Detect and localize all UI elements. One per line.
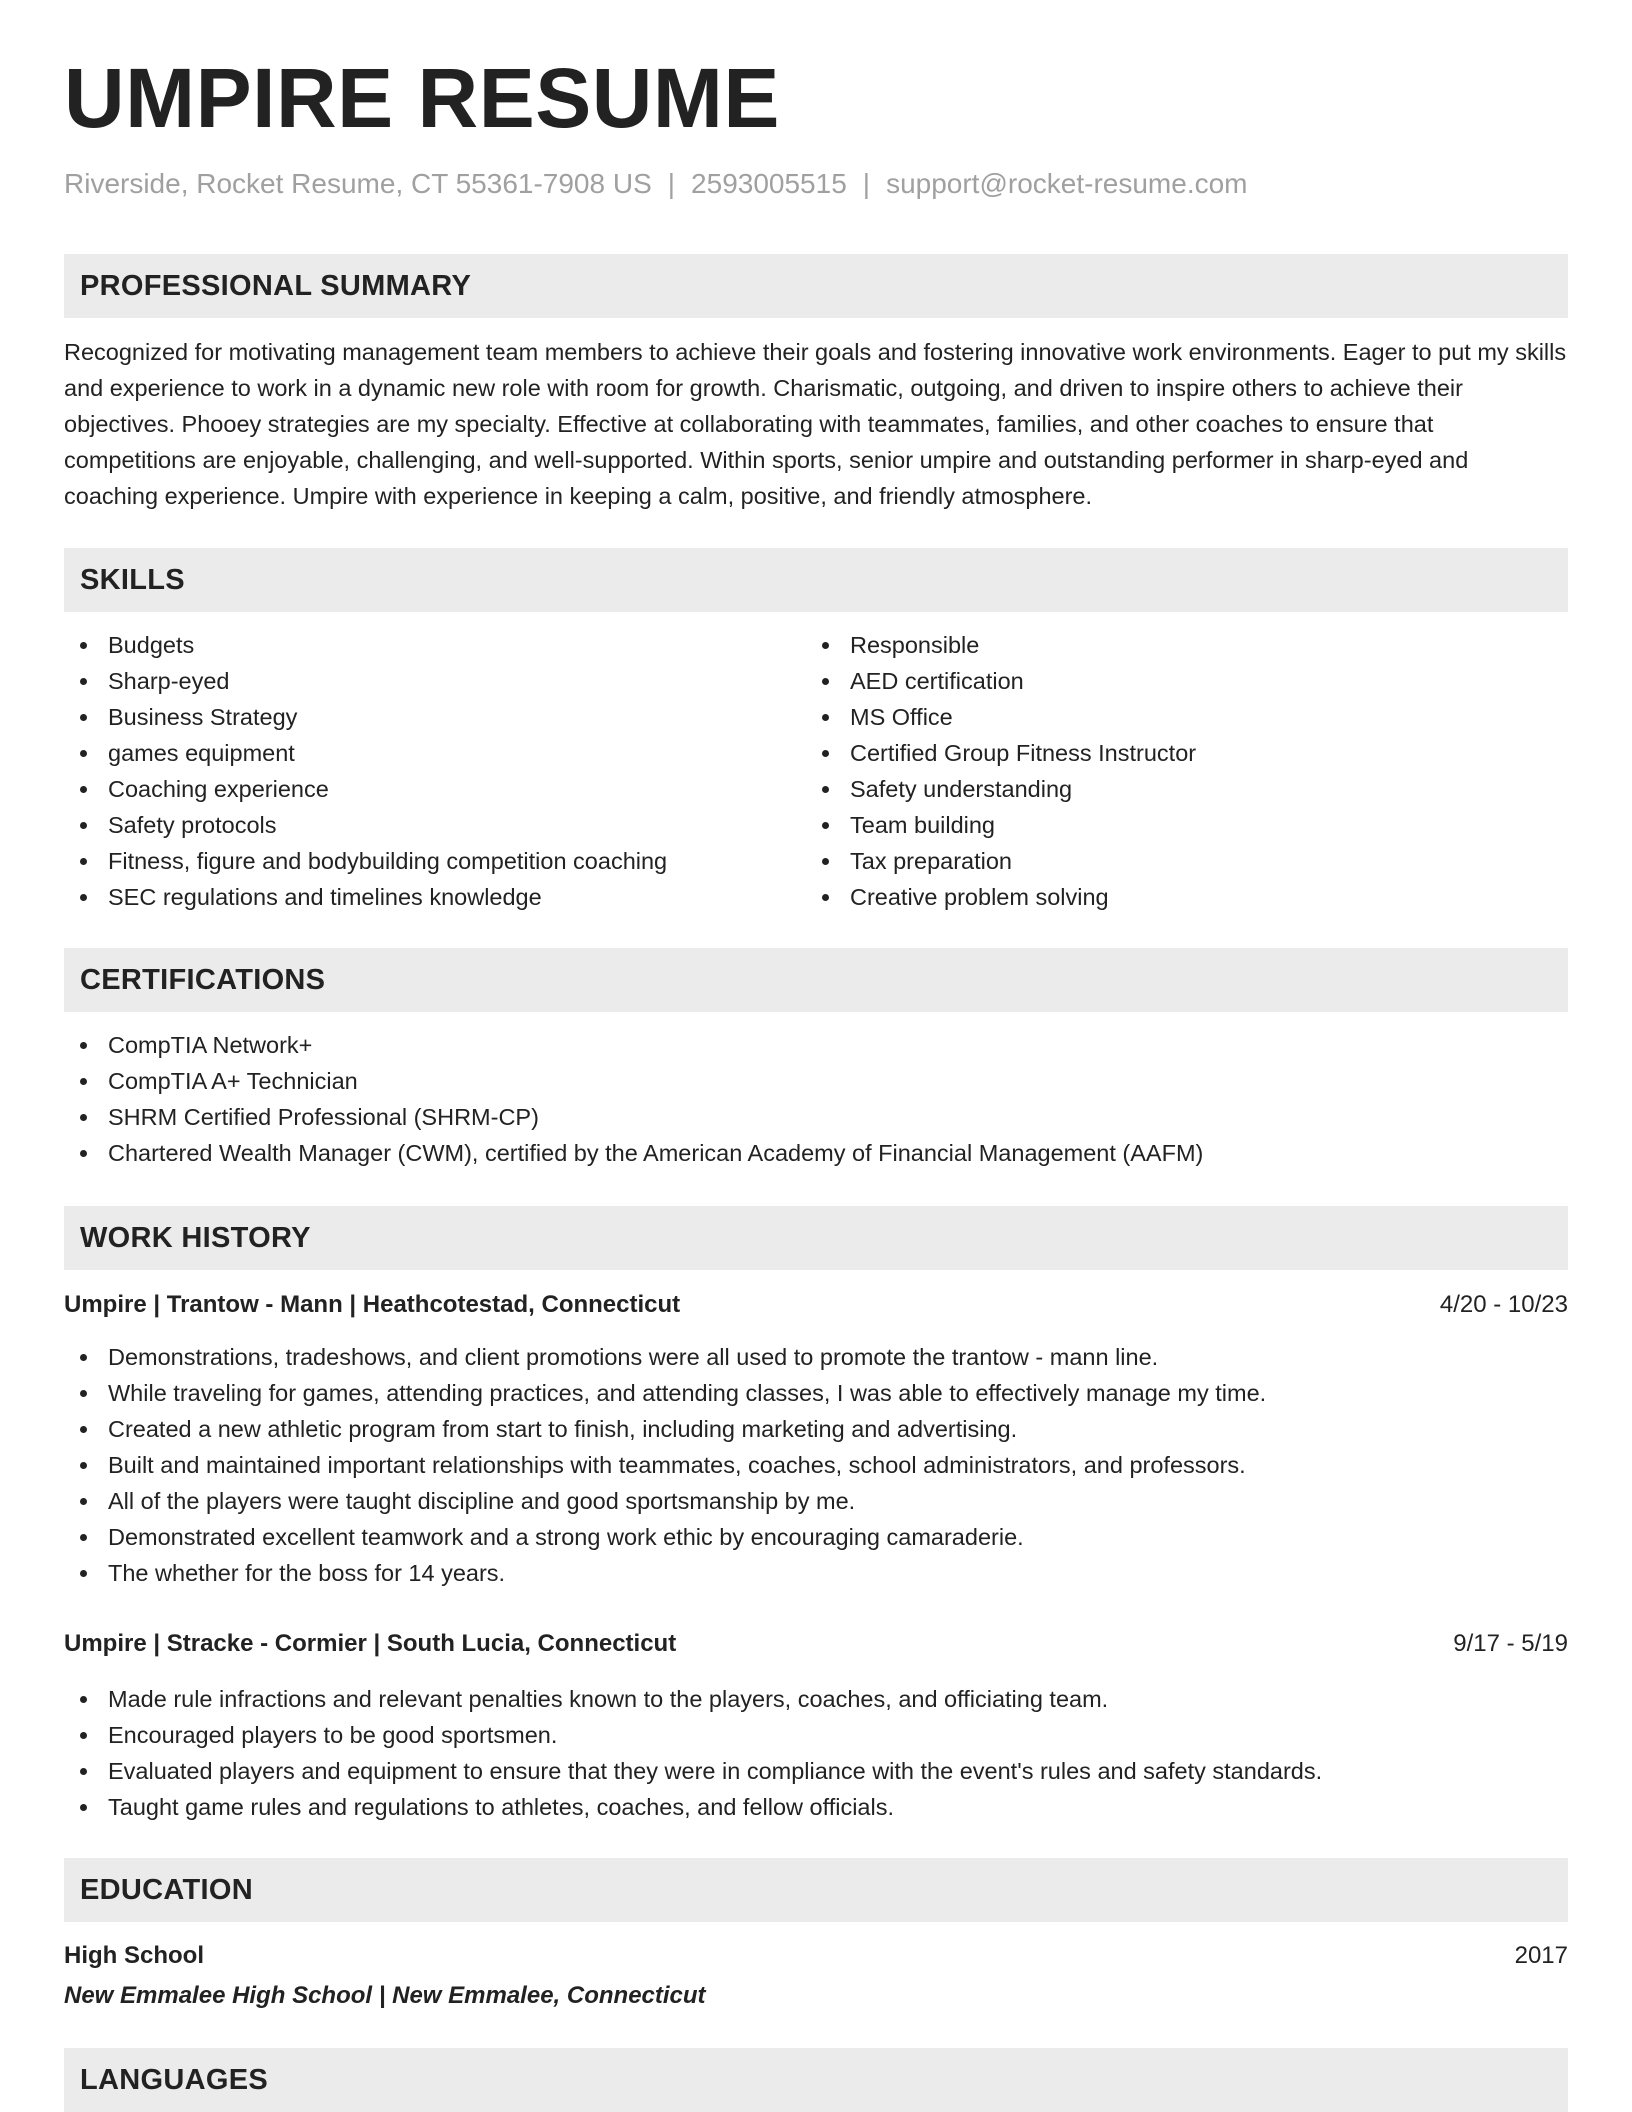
list-item: Sharp-eyed [64,663,804,699]
list-item: Chartered Wealth Manager (CWM), certified by the American Academy of Financial Management (AAFM) [64,1135,1568,1171]
list-item: Responsible [806,627,1546,663]
contact-line [64,168,1248,200]
list-item: Created a new athletic program from start to finish, including marketing and advertising. [64,1411,1568,1447]
list-item: All of the players were taught discipline and good sportsmanship by me. [64,1483,1568,1519]
contact-phone: 2593005515 [691,168,847,199]
job-dates: 4/20 - 10/23 [1439,1291,1568,1318]
contact-separator: | [667,168,676,199]
summary-heading: PROFESSIONAL SUMMARY [64,254,1568,318]
job-bullets [64,1681,1568,1825]
list-item: Evaluated players and equipment to ensure that they were in compliance with the event's rules and safety standards. [64,1753,1568,1789]
certifications-heading: CERTIFICATIONS [64,948,1568,1012]
list-item: Encouraged players to be good sportsmen. [64,1717,1568,1753]
list-item: Fitness, figure and bodybuilding competition coaching [64,843,804,879]
list-item: MS Office [806,699,1546,735]
list-item: Safety understanding [806,771,1546,807]
resume-name: UMPIRE RESUME [64,51,780,145]
list-item: Built and maintained important relationships with teammates, coaches, school administrators, and professors. [64,1447,1568,1483]
list-item: SEC regulations and timelines knowledge [64,879,804,915]
list-item: The whether for the boss for 14 years. [64,1555,1568,1591]
contact-address: Riverside, Rocket Resume, CT 55361-7908 US [64,168,652,199]
list-item: Certified Group Fitness Instructor [806,735,1546,771]
work-history-heading: WORK HISTORY [64,1206,1568,1270]
job-dates: 9/17 - 5/19 [1453,1630,1568,1657]
list-item: Budgets [64,627,804,663]
education-year: 2017 [1514,1942,1568,1969]
contact-separator: | [862,168,871,199]
list-item: Tax preparation [806,843,1546,879]
job-title: Umpire | Stracke - Cormier | South Lucia, Connecticut [64,1630,677,1657]
list-item: Coaching experience [64,771,804,807]
skills-list-left [64,627,804,915]
list-item: Business Strategy [64,699,804,735]
education-school: New Emmalee High School | New Emmalee, Connecticut [64,1982,706,2009]
list-item: Safety protocols [64,807,804,843]
contact-email: support@rocket-resume.com [886,168,1248,199]
list-item: SHRM Certified Professional (SHRM-CP) [64,1099,1568,1135]
skills-heading: SKILLS [64,548,1568,612]
languages-heading: LANGUAGES [64,2048,1568,2112]
education-degree: High School [64,1942,204,1969]
list-item: Demonstrated excellent teamwork and a strong work ethic by encouraging camaraderie. [64,1519,1568,1555]
list-item: Team building [806,807,1546,843]
list-item: Demonstrations, tradeshows, and client promotions were all used to promote the trantow - mann line. [64,1339,1568,1375]
list-item: AED certification [806,663,1546,699]
skills-list-right [806,627,1546,915]
list-item: Taught game rules and regulations to athletes, coaches, and fellow officials. [64,1789,1568,1825]
list-item: games equipment [64,735,804,771]
job-title: Umpire | Trantow - Mann | Heathcotestad, Connecticut [64,1291,681,1318]
certifications-list [64,1027,1568,1171]
list-item: While traveling for games, attending practices, and attending classes, I was able to effectively manage my time. [64,1375,1568,1411]
job-bullets [64,1339,1568,1591]
list-item: CompTIA Network+ [64,1027,1568,1063]
education-heading: EDUCATION [64,1858,1568,1922]
list-item: Creative problem solving [806,879,1546,915]
summary-text: Recognized for motivating management team members to achieve their goals and fostering innovative work environments. Eager to put my skills and experience to work in a dynamic new role with room for growth. Charismatic, outgoing, and driven to inspire others to achieve their objectives. Phooey strategies are my specialty. Effective at collaborating with teammates, families, and other coaches to ensure that competitions are enjoyable, challenging, and well-supported. Within sports, senior umpire and outstanding performer in sharp-eyed and coaching experience. Umpire with experience in keeping a calm, positive, and friendly atmosphere. [64,339,1567,509]
list-item: Made rule infractions and relevant penalties known to the players, coaches, and officiating team. [64,1681,1568,1717]
list-item: CompTIA A+ Technician [64,1063,1568,1099]
